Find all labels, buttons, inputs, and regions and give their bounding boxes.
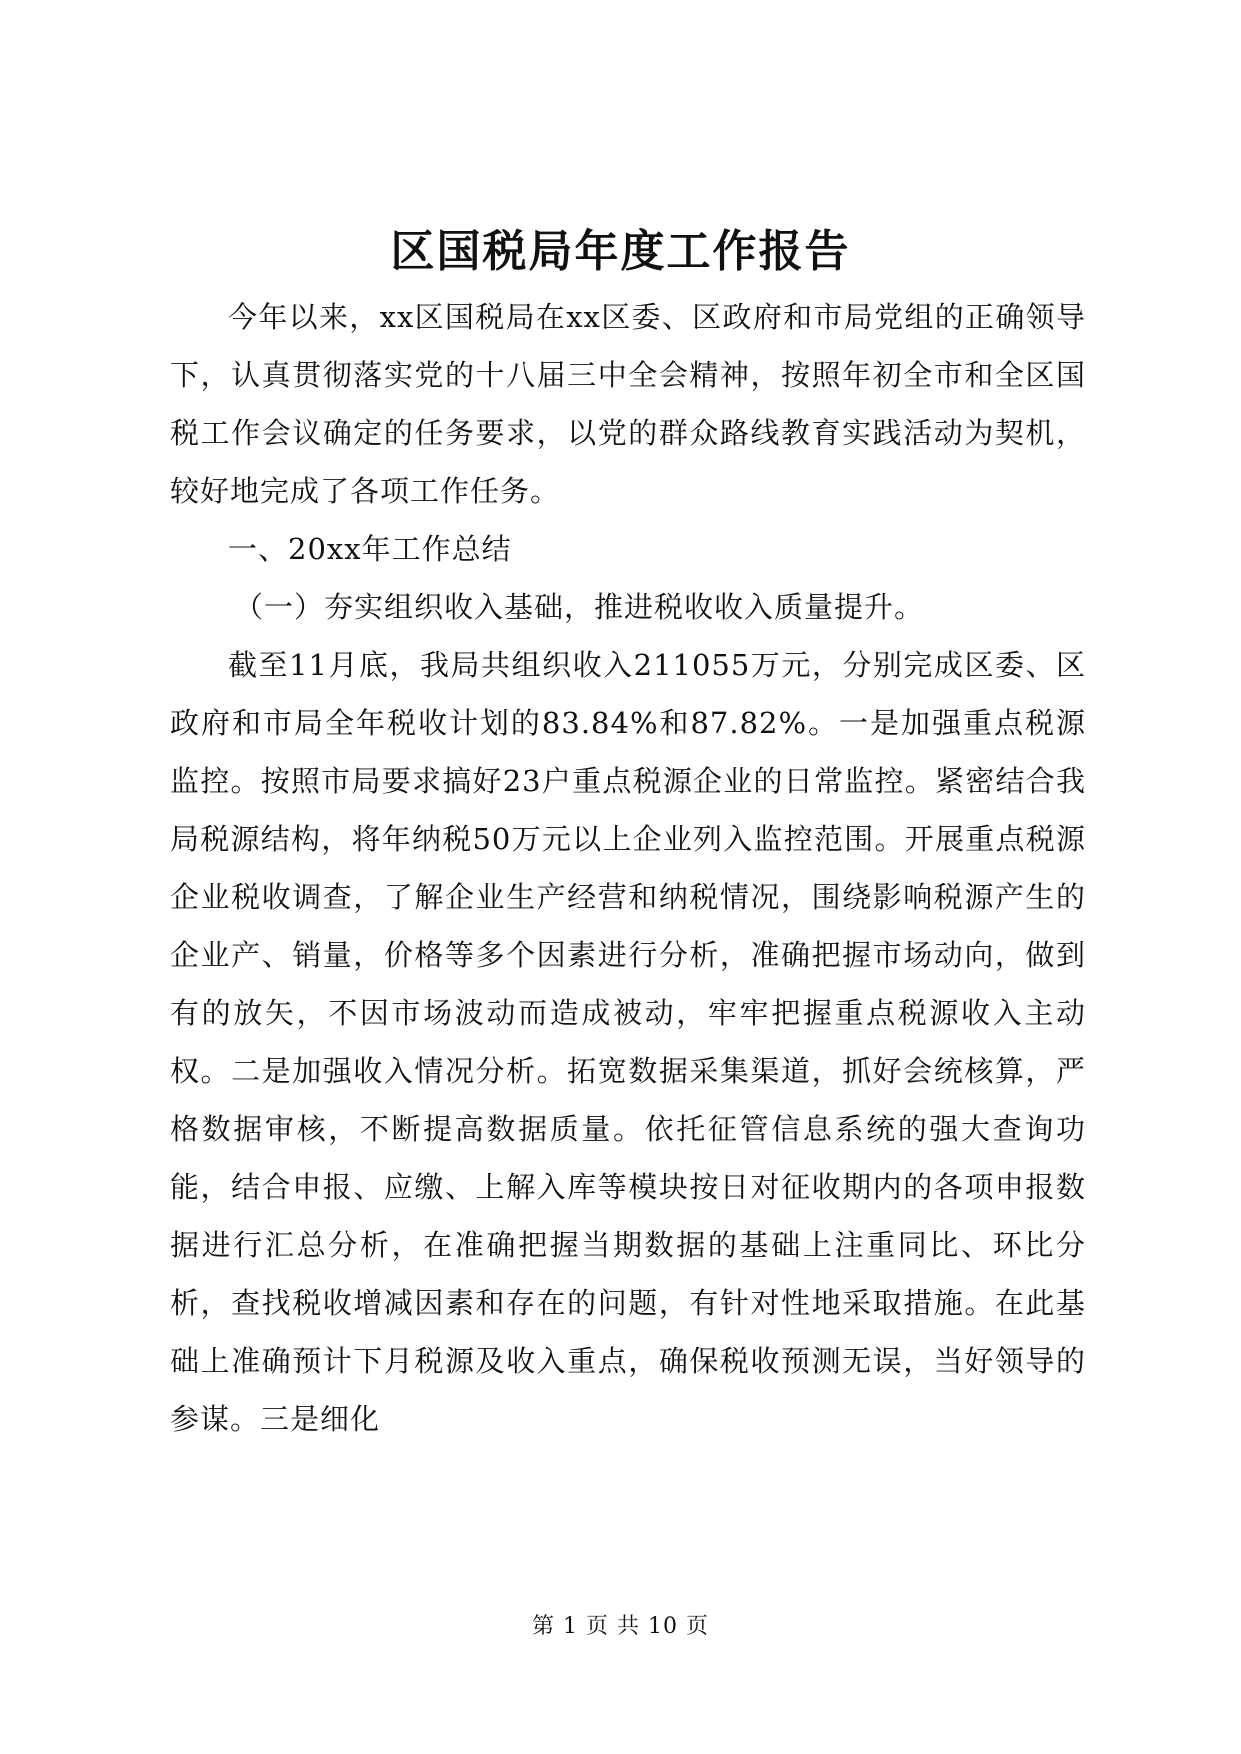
intro-paragraph: 今年以来，xx区国税局在xx区委、区政府和市局党组的正确领导下，认真贯彻落实党的十八届三中全会精神，按照年初全市和全区国税工作会议确定的任务要求，以党的群众路线教育实践活动为契机，较好地完成了各项工作任务。 <box>170 300 1086 508</box>
subsection-heading: （一）夯实组织收入基础，推进税收收入质量提升。 <box>234 590 925 624</box>
page-number-footer: 第 1 页 共 10 页 <box>532 1614 709 1639</box>
document-body <box>170 288 1086 1448</box>
document-title: 区国税局年度工作报告 <box>390 226 851 277</box>
body-paragraph: 截至11月底，我局共组织收入211055万元，分别完成区委、区政府和市局全年税收计划的83.84%和87.82%。一是加强重点税源监控。按照市局要求搞好23户重点税源企业的日常监控。紧密结合我局税源结构，将年纳税50万元以上企业列入监控范围。开展重点税源企业税收调查，了解企业生产经营和纳税情况，围绕影响税源产生的企业产、销量，价格等多个因素进行分析，准确把握市场动向，做到有的放矢，不因市场波动而造成被动，牢牢把握重点税源收入主动权。二是加强收入情况分析。拓宽数据采集渠道，抓好会统核算，严格数据审核，不断提高数据质量。依托征管信息系统的强大查询功能，结合申报、应缴、上解入库等模块按日对征收期内的各项申报数据进行汇总分析，在准确把握当期数据的基础上注重同比、环比分析，查找税收增减因素和存在的问题，有针对性地采取措施。在此基础上准确预计下月税源及收入重点，确保税收预测无误，当好领导的参谋。三是细化 <box>170 648 1086 1436</box>
section-heading: 一、20xx年工作总结 <box>228 532 512 566</box>
